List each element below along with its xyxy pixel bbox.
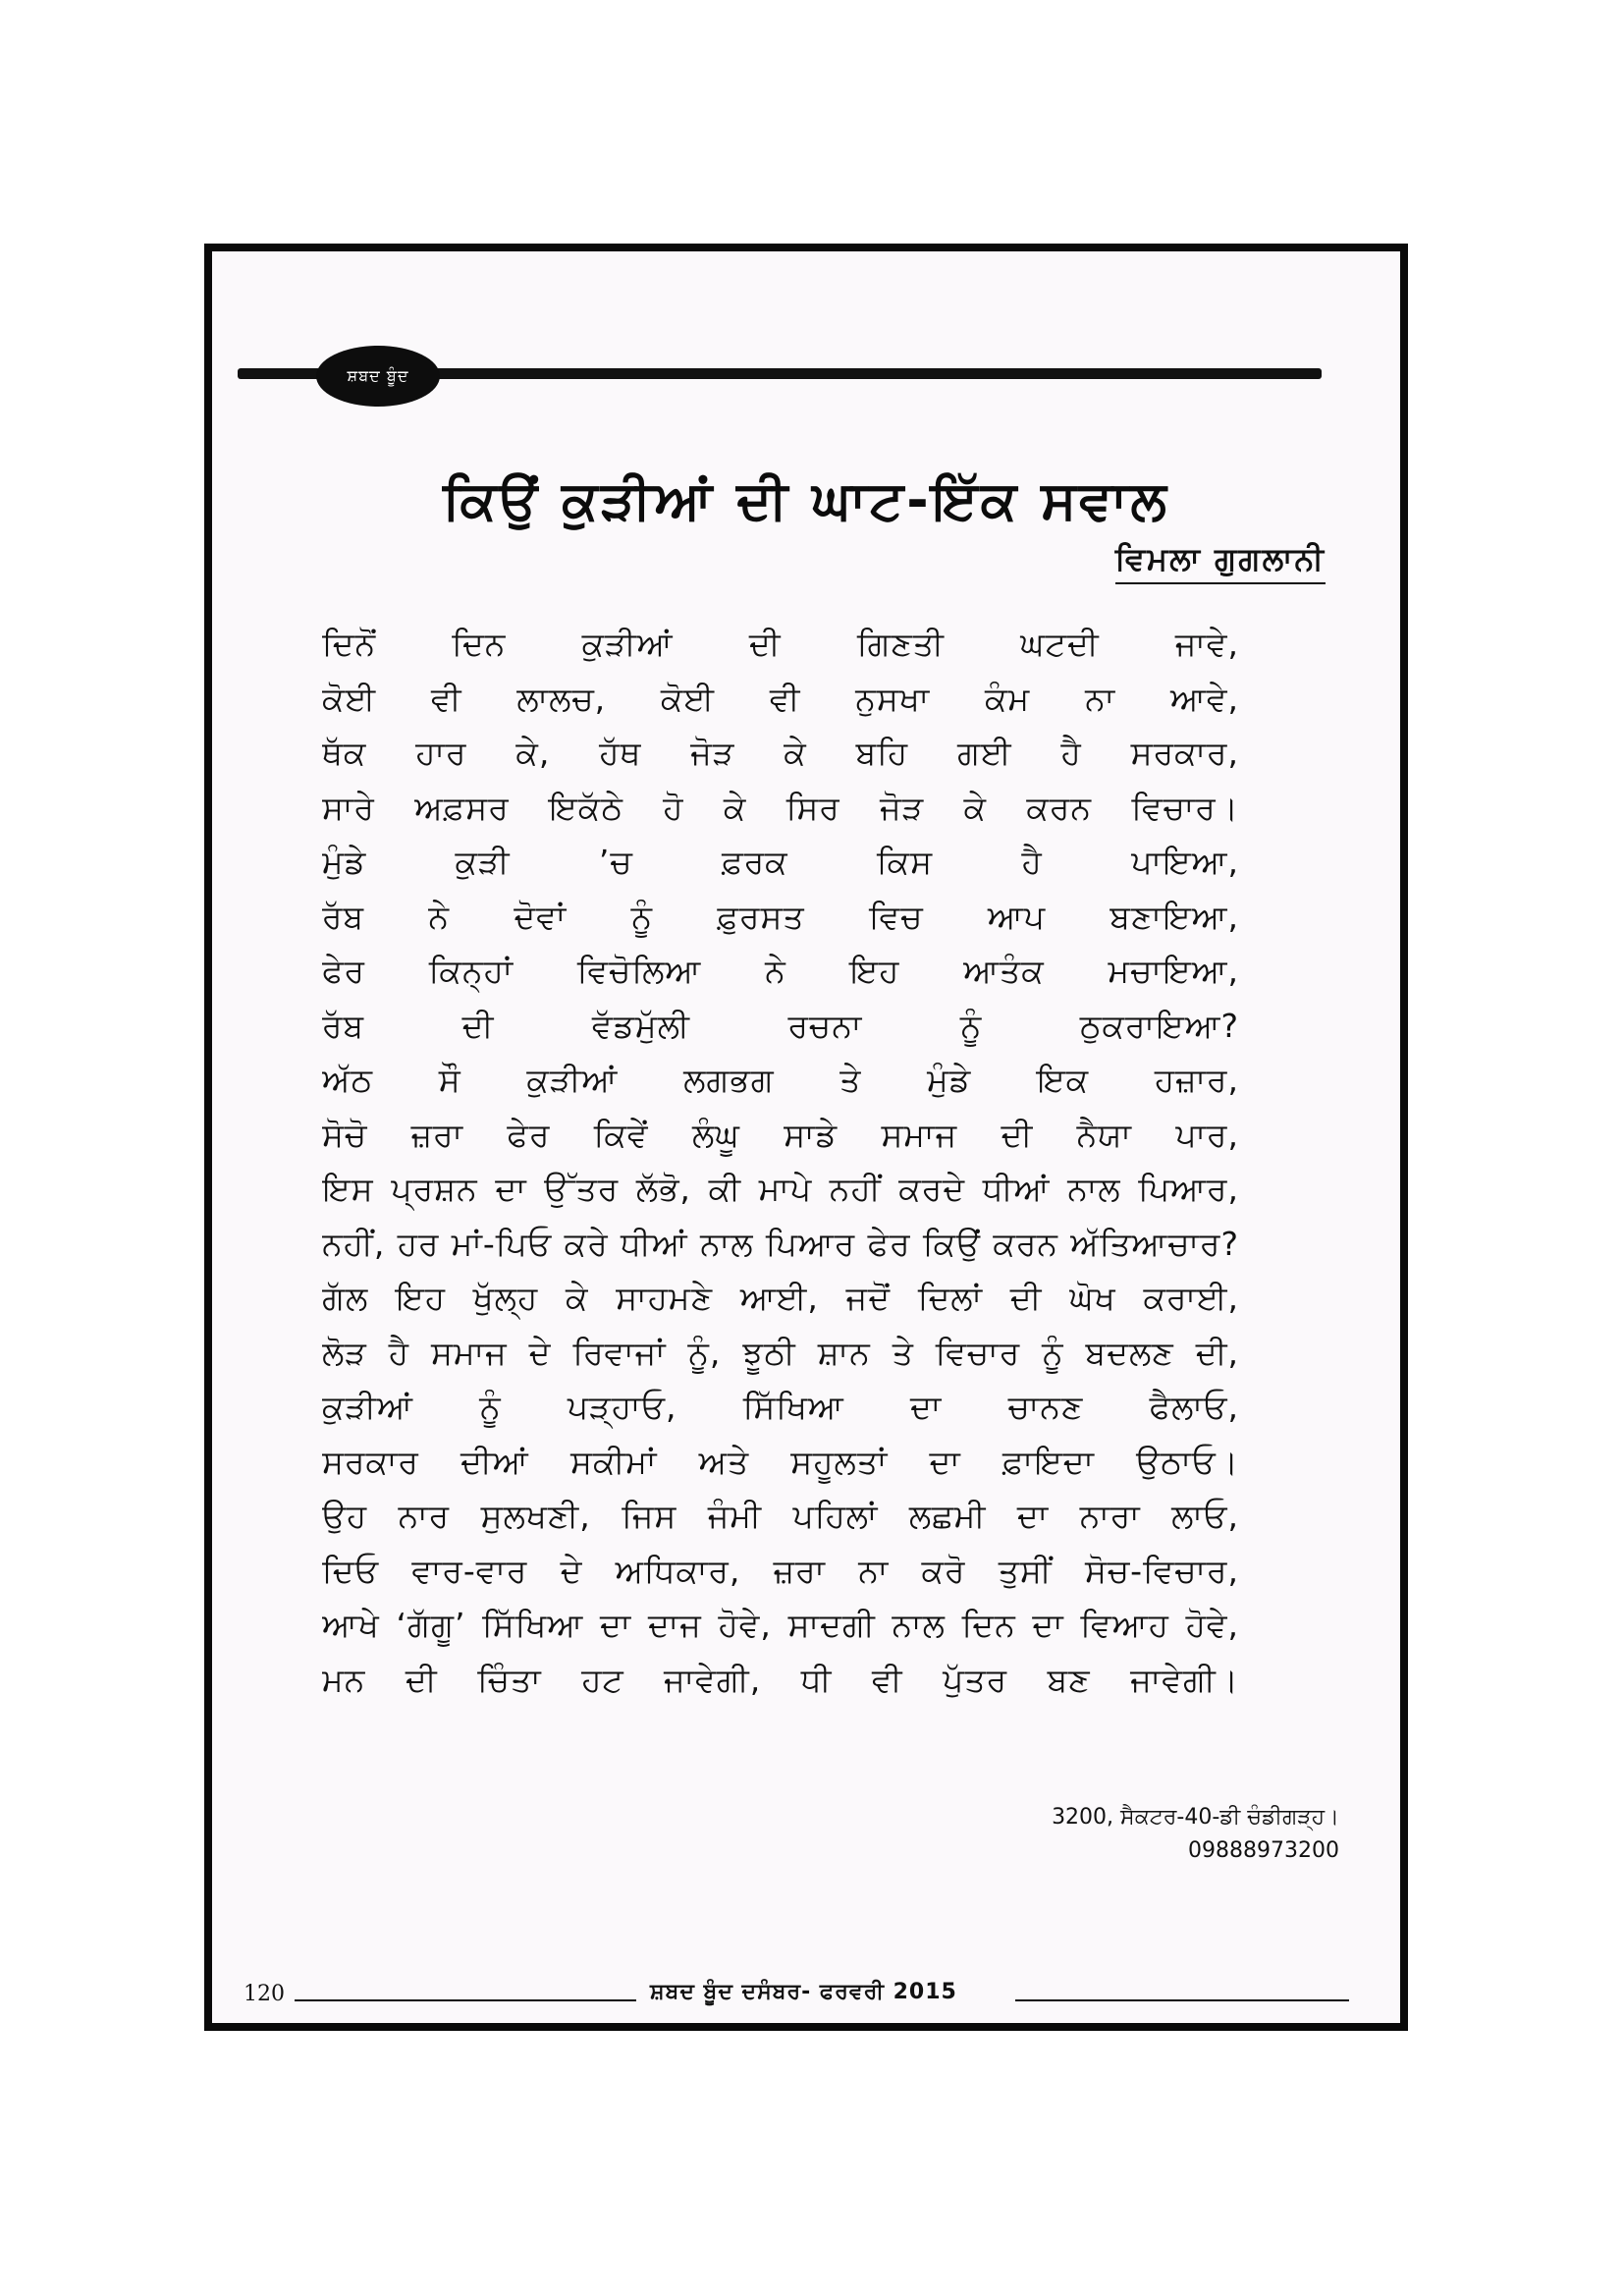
- phone-number: 09888973200: [1188, 1838, 1339, 1863]
- footer-rule-right: [1015, 1999, 1349, 2001]
- poem-line: ਕੁੜੀਆਂ ਨੂੰ ਪੜ੍ਹਾਓ, ਸਿੱਖਿਆ ਦਾ ਚਾਨਣ ਫੈਲਾਓ,: [322, 1388, 1239, 1426]
- author-address: [1052, 1801, 1339, 1868]
- poem-line: ਰੱਬ ਨੇ ਦੋਵਾਂ ਨੂੰ ਫ਼ੁਰਸਤ ਵਿਚ ਆਪ ਬਣਾਇਆ,: [322, 897, 1239, 936]
- footer-rule-left: [295, 1999, 636, 2001]
- poem-line: ਥੱਕ ਹਾਰ ਕੇ, ਹੱਥ ਜੋੜ ਕੇ ਬਹਿ ਗਈ ਹੈ ਸਰਕਾਰ,: [322, 734, 1239, 772]
- page-header: [238, 346, 1322, 407]
- poem-line: ਉਹ ਨਾਰ ਸੁਲਖਣੀ, ਜਿਸ ਜੰਮੀ ਪਹਿਲਾਂ ਲਛਮੀ ਦਾ ਨਾਰਾ ਲਾਓ,: [322, 1497, 1239, 1535]
- poem-line: ਆਖੇ ‘ਗੱਗੂ’ ਸਿੱਖਿਆ ਦਾ ਦਾਜ ਹੋਵੇ, ਸਾਦਗੀ ਨਾਲ ਦਿਨ ਦਾ ਵਿਆਹ ਹੋਵੇ,: [322, 1606, 1239, 1644]
- footer-publication: ਸ਼ਬਦ ਬੂੰਦ ਦਸੰਬਰ- ਫਰਵਰੀ 2015: [650, 1980, 957, 2004]
- poem-line: ਸਾਰੇ ਅਫ਼ਸਰ ਇਕੱਠੇ ਹੋ ਕੇ ਸਿਰ ਜੋੜ ਕੇ ਕਰਨ ਵਿਚਾਰ।: [322, 788, 1239, 827]
- poem-line: ਮੁੰਡੇ ਕੁੜੀ ’ਚ ਫ਼ਰਕ ਕਿਸ ਹੈ ਪਾਇਆ,: [322, 843, 1239, 881]
- magazine-badge-label: ਸ਼ਬਦ ਬੂੰਦ: [347, 366, 409, 385]
- poem-line: ਕੋਈ ਵੀ ਲਾਲਚ, ਕੋਈ ਵੀ ਨੁਸਖਾ ਕੰਮ ਨਾ ਆਵੇ,: [322, 679, 1239, 718]
- magazine-page: [204, 244, 1408, 2031]
- poem-line: ਮਨ ਦੀ ਚਿੰਤਾ ਹਟ ਜਾਵੇਗੀ, ਧੀ ਵੀ ਪੁੱਤਰ ਬਣ ਜਾਵੇਗੀ।: [322, 1660, 1239, 1699]
- page-number: 120: [244, 1982, 285, 2006]
- poem-line: ਸੋਚੋ ਜ਼ਰਾ ਫੇਰ ਕਿਵੇਂ ਲੰਘੂ ਸਾਡੇ ਸਮਾਜ ਦੀ ਨੈਯਾ ਪਾਰ,: [322, 1115, 1239, 1154]
- poem-line: ਨਹੀਂ, ਹਰ ਮਾਂ-ਪਿਓ ਕਰੇ ਧੀਆਂ ਨਾਲ ਪਿਆਰ ਫੇਰ ਕਿਉਂ ਕਰਨ ਅੱਤਿਆਚਾਰ?: [322, 1224, 1239, 1263]
- page-footer: [244, 1978, 1349, 2017]
- poem-line: ਸਰਕਾਰ ਦੀਆਂ ਸਕੀਮਾਂ ਅਤੇ ਸਹੂਲਤਾਂ ਦਾ ਫ਼ਾਇਦਾ ਉਠਾਓ।: [322, 1442, 1239, 1481]
- poem-line: ਦਿਓ ਵਾਰ-ਵਾਰ ਦੇ ਅਧਿਕਾਰ, ਜ਼ਰਾ ਨਾ ਕਰੋ ਤੁਸੀਂ ਸੋਚ-ਵਿਚਾਰ,: [322, 1551, 1239, 1590]
- poem-line: ਲੋੜ ਹੈ ਸਮਾਜ ਦੇ ਰਿਵਾਜਾਂ ਨੂੰ, ਝੂਠੀ ਸ਼ਾਨ ਤੇ ਵਿਚਾਰ ਨੂੰ ਬਦਲਣ ਦੀ,: [322, 1333, 1239, 1372]
- magazine-badge: [316, 346, 440, 407]
- poem-line: ਅੱਠ ਸੌ ਕੁੜੀਆਂ ਲਗਭਗ ਤੇ ਮੁੰਡੇ ਇਕ ਹਜ਼ਾਰ,: [322, 1061, 1239, 1099]
- poem-line: ਗੱਲ ਇਹ ਖੁੱਲ੍ਹ ਕੇ ਸਾਹਮਣੇ ਆਈ, ਜਦੋਂ ਦਿਲਾਂ ਦੀ ਘੋਖ ਕਰਾਈ,: [322, 1279, 1239, 1317]
- poem-author: ਵਿਮਲਾ ਗੁਗਲਾਨੀ: [1115, 540, 1326, 584]
- address-line: 3200, ਸੈਕਟਰ-40-ਡੀ ਚੰਡੀਗੜ੍ਹ।: [1052, 1805, 1339, 1830]
- poem-line: ਇਸ ਪ੍ਰਸ਼ਨ ਦਾ ਉੱਤਰ ਲੱਭੋ, ਕੀ ਮਾਪੇ ਨਹੀਂ ਕਰਦੇ ਧੀਆਂ ਨਾਲ ਪਿਆਰ,: [322, 1170, 1239, 1208]
- poem-body: [322, 617, 1239, 1707]
- poem-line: ਫੇਰ ਕਿਨ੍ਹਾਂ ਵਿਚੋਲਿਆ ਨੇ ਇਹ ਆਤੰਕ ਮਚਾਇਆ,: [322, 952, 1239, 990]
- poem-line: ਦਿਨੋਂ ਦਿਨ ਕੁੜੀਆਂ ਦੀ ਗਿਣਤੀ ਘਟਦੀ ਜਾਵੇ,: [322, 625, 1239, 663]
- poem-title: ਕਿਉਂ ਕੁੜੀਆਂ ਦੀ ਘਾਟ-ਇੱਕ ਸਵਾਲ: [443, 469, 1169, 531]
- poem-line: ਰੱਬ ਦੀ ਵੱਡਮੁੱਲੀ ਰਚਨਾ ਨੂੰ ਠੁਕਰਾਇਆ?: [322, 1006, 1239, 1045]
